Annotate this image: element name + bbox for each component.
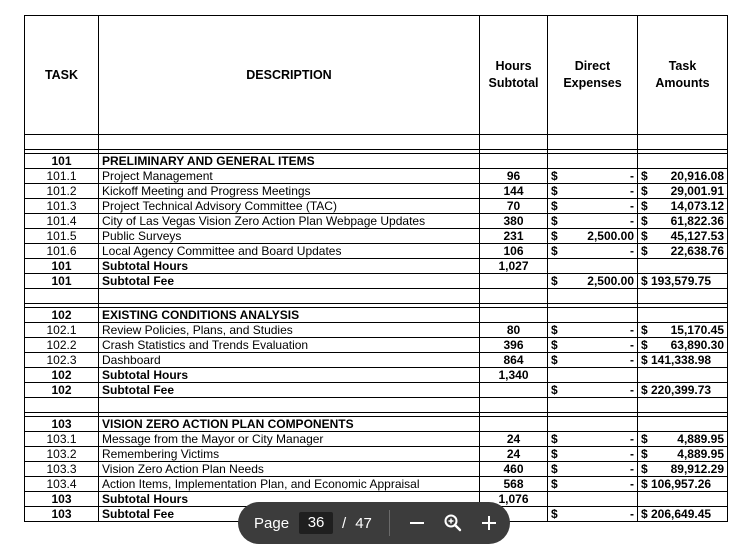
task-description: Message from the Mayor or City Manager (99, 432, 480, 447)
currency-symbol: $ (641, 446, 648, 461)
subtotal-fee-label: Subtotal Fee (99, 274, 480, 289)
subtotal-fee-value: $ 193,579.75 (641, 273, 712, 288)
currency-symbol: $ (641, 198, 648, 213)
task-amount (638, 338, 728, 353)
task-amount (638, 447, 728, 462)
page-label: Page (254, 514, 290, 532)
task-hours: 396 (480, 338, 548, 353)
empty-cell (548, 135, 638, 150)
empty-cell (638, 259, 728, 274)
currency-symbol: $ (641, 431, 648, 446)
direct-expense (548, 432, 638, 447)
task-amount (638, 169, 728, 184)
currency-symbol: $ (641, 243, 648, 258)
currency-symbol: $ (551, 243, 558, 258)
task-hours: 460 (480, 462, 548, 477)
task-number: 101.4 (25, 214, 99, 229)
task-number: 101.6 (25, 244, 99, 259)
task-number: 101.1 (25, 169, 99, 184)
table-row (25, 323, 728, 338)
task-hours: 106 (480, 244, 548, 259)
fee-table-body (25, 135, 728, 522)
direct-expense-value: - (630, 476, 634, 491)
task-amount-value: 63,890.30 (670, 337, 724, 352)
table-row (25, 229, 728, 244)
task-amount (638, 477, 728, 492)
subtotal-expense (548, 507, 638, 522)
minus-icon (409, 515, 425, 531)
task-amount-value: $ 106,957.26 (641, 476, 712, 491)
section-code: 101 (25, 154, 99, 169)
table-row (25, 184, 728, 199)
empty-cell (548, 492, 638, 507)
subtotal-fee (638, 507, 728, 522)
task-hours: 24 (480, 432, 548, 447)
section-code: 103 (25, 492, 99, 507)
plus-icon (481, 515, 497, 531)
current-page-input[interactable]: 36 (299, 512, 333, 534)
currency-symbol: $ (641, 183, 648, 198)
magnifier-icon (443, 513, 463, 533)
empty-cell (480, 154, 548, 169)
subtotal-hours: 1,340 (480, 368, 548, 383)
currency-symbol: $ (641, 228, 648, 243)
task-number: 103.1 (25, 432, 99, 447)
zoom-in-button[interactable] (476, 510, 502, 536)
currency-symbol: $ (641, 322, 648, 337)
task-description: Dashboard (99, 353, 480, 368)
fit-zoom-button[interactable] (440, 510, 466, 536)
empty-cell (480, 308, 548, 323)
subtotal-expense-value: - (630, 382, 634, 397)
fee-schedule-sheet (24, 15, 727, 522)
section-code: 102 (25, 308, 99, 323)
currency-symbol: $ (551, 476, 558, 491)
subtotal-hours: 1,027 (480, 259, 548, 274)
direct-expense-value: - (630, 213, 634, 228)
task-amount-value: 20,916.08 (670, 168, 724, 183)
header-row (25, 16, 728, 135)
task-description: Remembering Victims (99, 447, 480, 462)
task-number: 101.3 (25, 199, 99, 214)
header-amounts: Task Amounts (638, 16, 728, 135)
empty-cell (480, 398, 548, 413)
currency-symbol: $ (551, 168, 558, 183)
currency-symbol: $ (641, 213, 648, 228)
empty-cell (638, 308, 728, 323)
task-amount (638, 323, 728, 338)
task-amount-value: 45,127.53 (670, 228, 724, 243)
task-description: Kickoff Meeting and Progress Meetings (99, 184, 480, 199)
direct-expense (548, 447, 638, 462)
header-description: DESCRIPTION (99, 16, 480, 135)
subtotal-expense-value: - (630, 506, 634, 521)
direct-expense-value: - (630, 243, 634, 258)
section-header-row (25, 308, 728, 323)
currency-symbol: $ (551, 273, 558, 288)
fee-table (24, 15, 728, 522)
currency-symbol: $ (551, 228, 558, 243)
spacer-row (25, 289, 728, 304)
task-amount-value: $ 141,338.98 (641, 352, 712, 367)
task-amount (638, 462, 728, 477)
task-number: 102.1 (25, 323, 99, 338)
task-amount (638, 244, 728, 259)
spacer-row (25, 398, 728, 413)
empty-cell (548, 154, 638, 169)
table-row (25, 199, 728, 214)
subtotal-fee-row (25, 274, 728, 289)
subtotal-fee-value: $ 220,399.73 (641, 382, 712, 397)
empty-cell (99, 398, 480, 413)
subtotal-hours-row (25, 259, 728, 274)
subtotal-fee-value: $ 206,649.45 (641, 506, 712, 521)
empty-cell (548, 259, 638, 274)
currency-symbol: $ (641, 168, 648, 183)
task-amount (638, 353, 728, 368)
zoom-out-button[interactable] (404, 510, 430, 536)
task-number: 101.2 (25, 184, 99, 199)
section-title: PRELIMINARY AND GENERAL ITEMS (99, 154, 480, 169)
empty-cell (638, 398, 728, 413)
currency-symbol: $ (551, 446, 558, 461)
subtotal-hours-label: Subtotal Hours (99, 368, 480, 383)
task-amount-value: 4,889.95 (677, 446, 724, 461)
subtotal-hours-label: Subtotal Hours (99, 492, 480, 507)
section-code: 103 (25, 507, 99, 522)
direct-expense-value: - (630, 352, 634, 367)
direct-expense (548, 462, 638, 477)
section-header-row (25, 417, 728, 432)
empty-cell (25, 398, 99, 413)
task-amount-value: 89,912.29 (670, 461, 724, 476)
page-separator: / (342, 514, 347, 532)
task-description: City of Las Vegas Vision Zero Action Plan Webpage Updates (99, 214, 480, 229)
direct-expense (548, 199, 638, 214)
task-description: Public Surveys (99, 229, 480, 244)
direct-expense-value: - (630, 446, 634, 461)
direct-expense-value: - (630, 461, 634, 476)
empty-cell (638, 417, 728, 432)
subtotal-fee-label: Subtotal Fee (99, 383, 480, 398)
empty-cell (25, 289, 99, 304)
direct-expense (548, 184, 638, 199)
direct-expense (548, 244, 638, 259)
table-row (25, 462, 728, 477)
task-amount-value: 29,001.91 (670, 183, 724, 198)
task-hours: 96 (480, 169, 548, 184)
task-description: Action Items, Implementation Plan, and Economic Appraisal (99, 477, 480, 492)
direct-expense (548, 353, 638, 368)
direct-expense (548, 214, 638, 229)
direct-expense-value: 2,500.00 (587, 228, 634, 243)
task-hours: 568 (480, 477, 548, 492)
empty-cell (548, 308, 638, 323)
empty-cell (480, 289, 548, 304)
section-title: EXISTING CONDITIONS ANALYSIS (99, 308, 480, 323)
subtotal-expense (548, 274, 638, 289)
direct-expense-value: - (630, 322, 634, 337)
currency-symbol: $ (551, 352, 558, 367)
currency-symbol: $ (551, 198, 558, 213)
task-description: Local Agency Committee and Board Updates (99, 244, 480, 259)
direct-expense-value: - (630, 168, 634, 183)
section-code: 102 (25, 368, 99, 383)
subtotal-hours: 1,076 (480, 492, 548, 507)
direct-expense-value: - (630, 198, 634, 213)
currency-symbol: $ (551, 506, 558, 521)
task-description: Vision Zero Action Plan Needs (99, 462, 480, 477)
subtotal-hours-label: Subtotal Hours (99, 259, 480, 274)
task-number: 103.2 (25, 447, 99, 462)
table-row (25, 353, 728, 368)
empty-cell (638, 492, 728, 507)
empty-cell (638, 135, 728, 150)
task-amount-value: 61,822.36 (670, 213, 724, 228)
empty-cell (480, 417, 548, 432)
currency-symbol: $ (551, 431, 558, 446)
task-hours: 144 (480, 184, 548, 199)
task-number: 102.3 (25, 353, 99, 368)
table-row (25, 244, 728, 259)
empty-cell (99, 289, 480, 304)
empty-cell (638, 289, 728, 304)
section-code: 103 (25, 417, 99, 432)
table-row (25, 169, 728, 184)
currency-symbol: $ (641, 337, 648, 352)
task-amount (638, 214, 728, 229)
direct-expense (548, 323, 638, 338)
currency-symbol: $ (551, 183, 558, 198)
empty-cell (548, 417, 638, 432)
task-amount-value: 22,638.76 (670, 243, 724, 258)
subtotal-fee-label: Subtotal Fee (99, 507, 480, 522)
task-description: Project Technical Advisory Committee (TAC) (99, 199, 480, 214)
table-row (25, 432, 728, 447)
subtotal-expense (548, 383, 638, 398)
task-description: Review Policies, Plans, and Studies (99, 323, 480, 338)
section-header-row (25, 154, 728, 169)
task-amount (638, 184, 728, 199)
table-row (25, 338, 728, 353)
currency-symbol: $ (551, 337, 558, 352)
empty-cell (99, 135, 480, 150)
currency-symbol: $ (551, 382, 558, 397)
task-number: 101.5 (25, 229, 99, 244)
direct-expense (548, 169, 638, 184)
task-hours: 70 (480, 199, 548, 214)
task-hours: 24 (480, 447, 548, 462)
empty-cell (25, 135, 99, 150)
task-description: Project Management (99, 169, 480, 184)
currency-symbol: $ (551, 213, 558, 228)
empty-cell (548, 368, 638, 383)
header-expenses: Direct Expenses (548, 16, 638, 135)
direct-expense (548, 477, 638, 492)
task-amount-value: 4,889.95 (677, 431, 724, 446)
task-amount-value: 15,170.45 (670, 322, 724, 337)
subtotal-expense-value: 2,500.00 (587, 273, 634, 288)
subtotal-fee (638, 274, 728, 289)
total-pages: 47 (355, 514, 372, 532)
subtotal-fee (638, 383, 728, 398)
empty-cell (638, 368, 728, 383)
task-hours: 380 (480, 214, 548, 229)
task-hours: 231 (480, 229, 548, 244)
header-task: TASK (25, 16, 99, 135)
empty-cell (548, 289, 638, 304)
subtotal-fee-row (25, 383, 728, 398)
task-number: 103.3 (25, 462, 99, 477)
task-number: 103.4 (25, 477, 99, 492)
empty-cell (480, 274, 548, 289)
direct-expense-value: - (630, 183, 634, 198)
task-amount (638, 432, 728, 447)
task-number: 102.2 (25, 338, 99, 353)
task-amount (638, 199, 728, 214)
section-code: 102 (25, 383, 99, 398)
direct-expense (548, 338, 638, 353)
task-description: Crash Statistics and Trends Evaluation (99, 338, 480, 353)
toolbar-divider (389, 510, 390, 536)
section-title: VISION ZERO ACTION PLAN COMPONENTS (99, 417, 480, 432)
empty-cell (548, 398, 638, 413)
direct-expense (548, 229, 638, 244)
header-hours: Hours Subtotal (480, 16, 548, 135)
subtotal-hours-row (25, 368, 728, 383)
task-hours: 864 (480, 353, 548, 368)
currency-symbol: $ (551, 322, 558, 337)
task-hours: 80 (480, 323, 548, 338)
direct-expense-value: - (630, 337, 634, 352)
empty-cell (480, 135, 548, 150)
task-amount (638, 229, 728, 244)
task-amount-value: 14,073.12 (670, 198, 724, 213)
table-row (25, 447, 728, 462)
table-row (25, 477, 728, 492)
currency-symbol: $ (551, 461, 558, 476)
table-row (25, 214, 728, 229)
empty-cell (480, 383, 548, 398)
direct-expense-value: - (630, 431, 634, 446)
currency-symbol: $ (641, 461, 648, 476)
pdf-page-toolbar (238, 502, 510, 544)
section-code: 101 (25, 274, 99, 289)
empty-cell (638, 154, 728, 169)
section-code: 101 (25, 259, 99, 274)
spacer-row (25, 135, 728, 150)
